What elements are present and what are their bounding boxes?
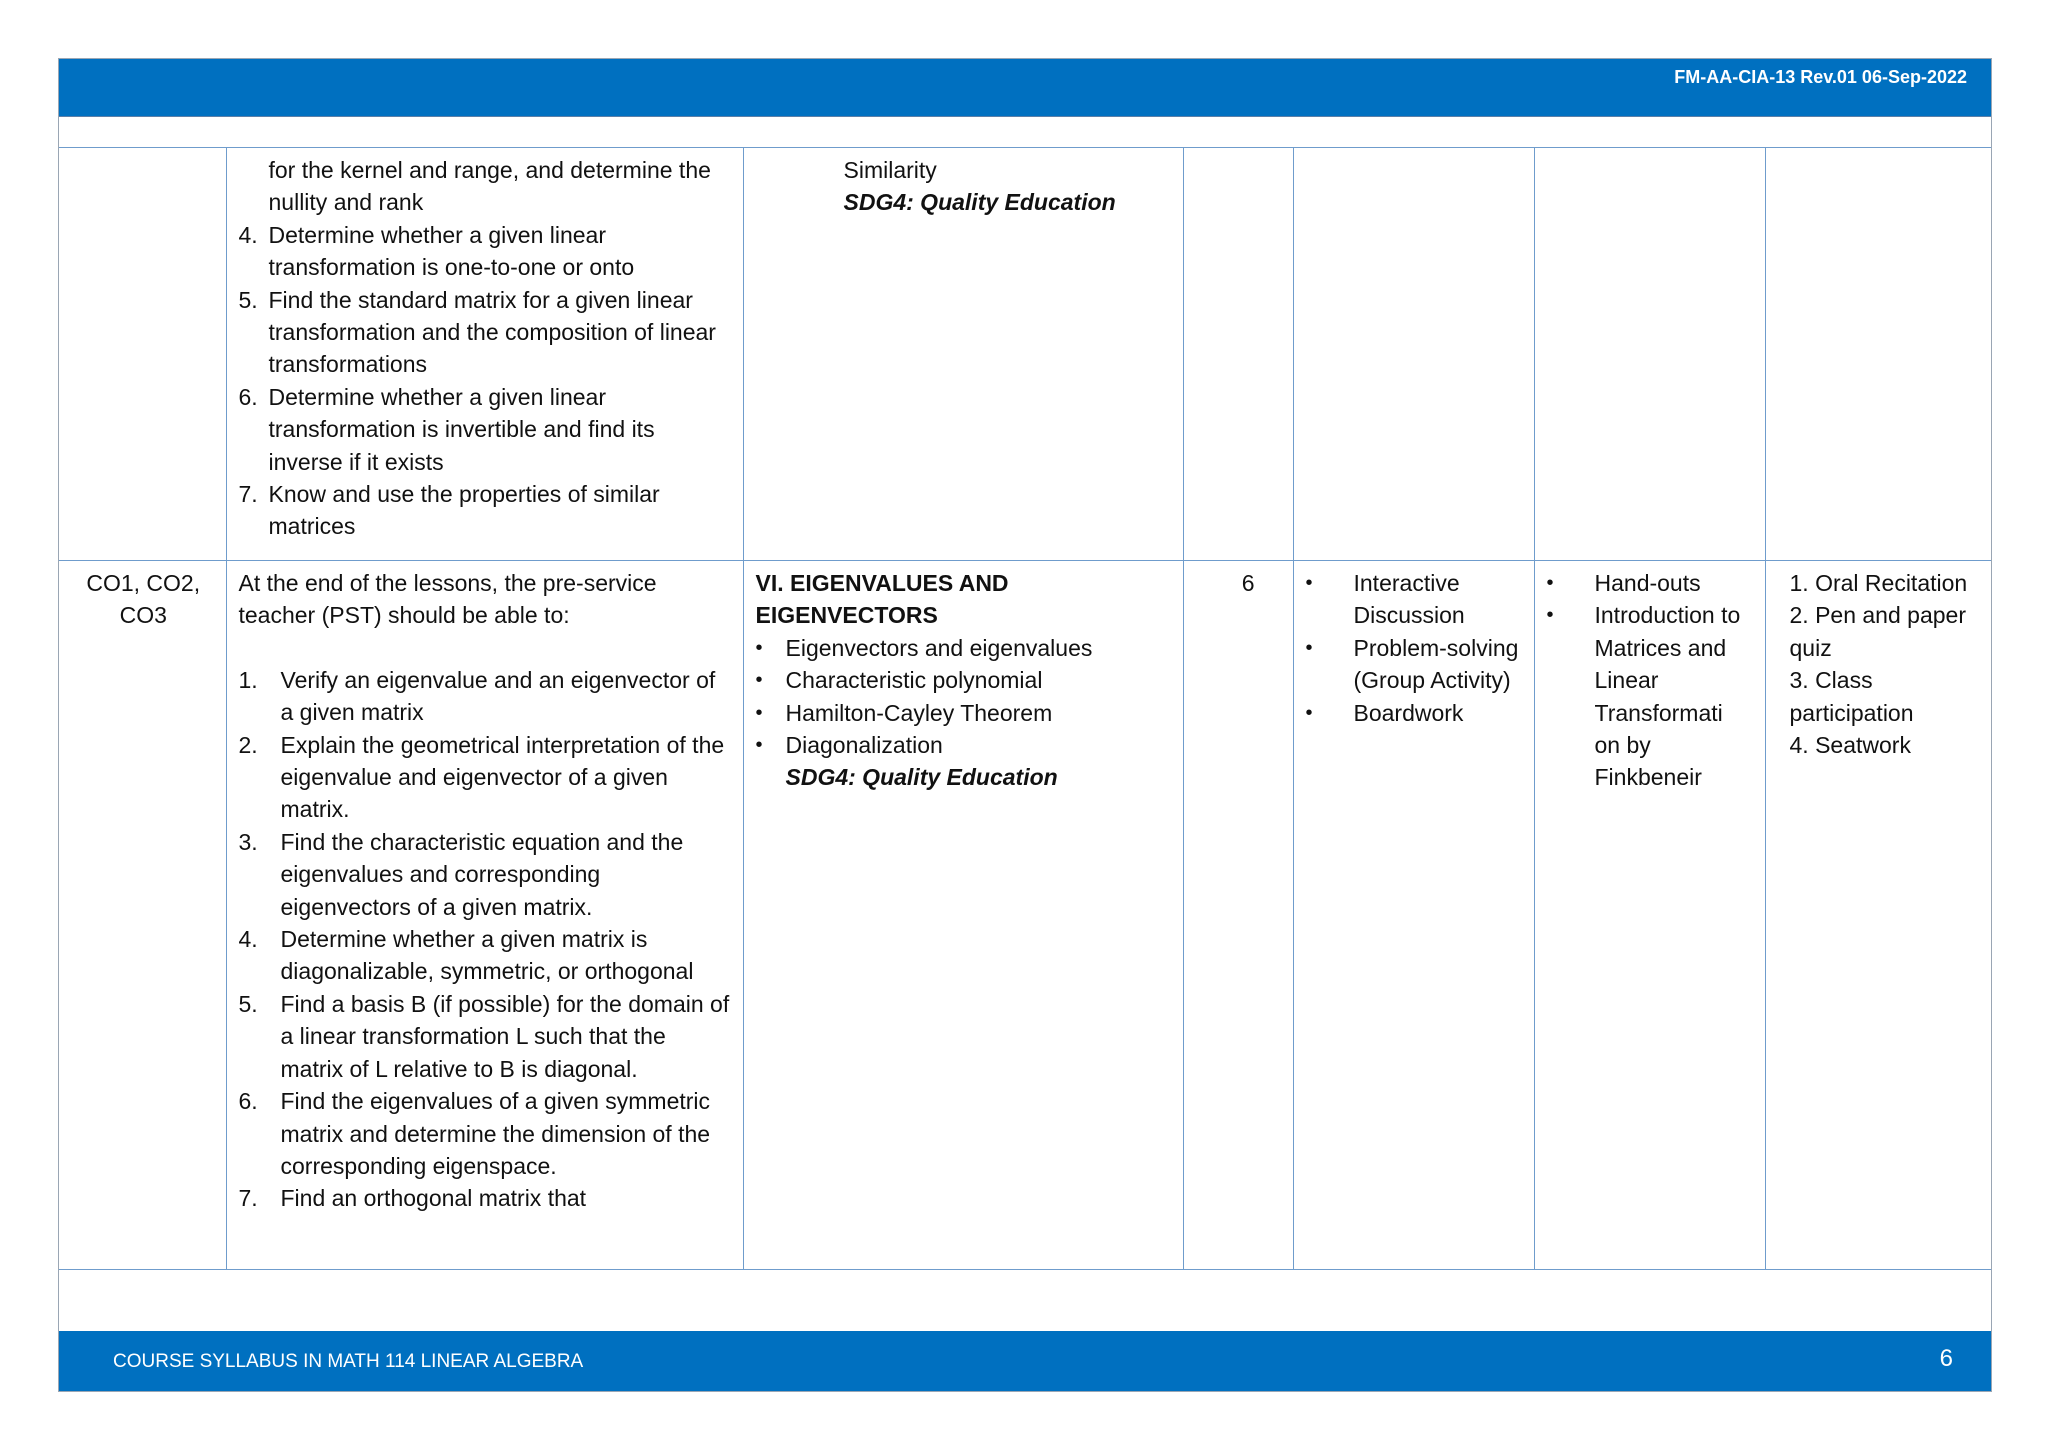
assessment-cell — [1765, 148, 1991, 561]
hours-cell — [1183, 148, 1293, 561]
list-item — [1306, 697, 1524, 729]
list-item — [239, 1182, 733, 1214]
list-item — [239, 478, 733, 543]
item-text: Find an orthogonal matrix that — [280, 1185, 587, 1212]
bullet-icon: • — [1546, 572, 1554, 594]
bullet-icon: • — [1305, 701, 1313, 724]
item-text: Diagonalization — [785, 732, 943, 759]
content-cell — [743, 561, 1183, 1270]
list-item — [239, 284, 733, 381]
topics-list — [756, 632, 1173, 762]
methods-list — [1306, 567, 1524, 729]
course-outcome-cell — [59, 148, 226, 561]
sdg-label: SDG4: Quality Education — [785, 764, 1058, 791]
resources-cell — [1534, 148, 1765, 561]
header-bar — [59, 59, 1991, 117]
list-item — [1547, 567, 1755, 599]
list-item — [1306, 632, 1524, 697]
item-text: Find the eigenvalues of a given symmetric matrix and determine the dimension of the corresponding eigenspace. — [280, 1088, 711, 1179]
list-item — [239, 381, 733, 478]
list-item — [239, 1085, 733, 1182]
item-number: 6. — [238, 1088, 258, 1115]
content-cell — [743, 148, 1183, 561]
page-number: 6 — [1939, 1345, 1953, 1372]
assessment-item: 4. Seatwork — [1789, 732, 1911, 759]
list-item — [1306, 567, 1524, 632]
list-item — [239, 219, 733, 284]
topic-title: VI. EIGENVALUES AND EIGENVECTORS — [755, 570, 1009, 629]
table-row — [59, 148, 1991, 561]
item-number: 1. — [238, 666, 258, 693]
list-item — [756, 697, 1173, 729]
item-text: Determine whether a given linear transformation is invertible and find its inverse if it exists — [268, 383, 655, 475]
methods-cell — [1293, 561, 1534, 1270]
bullet-icon: • — [1546, 604, 1554, 627]
item-text: Interactive Discussion — [1353, 570, 1465, 629]
item-text: Boardwork — [1353, 699, 1464, 726]
hours-value: 6 — [1241, 570, 1255, 596]
item-text: Hamilton-Cayley Theorem — [785, 699, 1053, 726]
bullet-icon: • — [755, 636, 763, 659]
bullet-icon: • — [1305, 572, 1313, 594]
outcomes-list — [239, 664, 733, 1215]
item-number: 6. — [238, 383, 258, 410]
item-text: Problem-solving (Group Activity) — [1353, 634, 1519, 694]
content-continuation: Similarity — [843, 157, 937, 183]
list-item — [239, 826, 733, 923]
item-text: Find a basis B (if possible) for the domain of a linear transformation L such that the matrix of L relative to B is diagonal. — [280, 990, 730, 1082]
syllabus-table — [59, 148, 1991, 1270]
item-number: 5. — [238, 990, 258, 1017]
list-item — [239, 664, 733, 729]
bullet-icon: • — [755, 734, 763, 757]
list-item — [1547, 599, 1755, 793]
assessment-item: 2. Pen and paper quiz — [1789, 602, 1966, 661]
item-text: Find the standard matrix for a given linear transformation and the composition of linear transformations — [268, 286, 716, 378]
assessment-item: 1. Oral Recitation — [1789, 570, 1968, 596]
bullet-icon: • — [755, 701, 763, 724]
learning-outcomes-cell — [226, 561, 743, 1270]
methods-cell — [1293, 148, 1534, 561]
bullet-icon: • — [755, 669, 763, 692]
hours-cell — [1183, 561, 1293, 1270]
item-number: 7. — [238, 481, 258, 508]
table-spacer-row — [59, 117, 1991, 148]
item-number: 3. — [238, 828, 258, 855]
item-text: Determine whether a given matrix is diagonalizable, symmetric, or orthogonal — [280, 926, 694, 985]
item-number: 4. — [238, 926, 258, 953]
form-code: FM-AA-CIA-13 Rev.01 06-Sep-2022 — [1674, 67, 1967, 87]
item-text: Verify an eigenvalue and an eigenvector of a given matrix — [280, 666, 716, 726]
list-item — [239, 988, 733, 1085]
outcome-continuation: for the kernel and range, and determine the nullity and rank — [268, 157, 711, 216]
outcomes-list — [239, 219, 733, 543]
assessment-list — [1790, 567, 1982, 761]
outcomes-intro: At the end of the lessons, the pre-service teacher (PST) should be able to: — [238, 570, 657, 629]
learning-outcomes-cell — [226, 148, 743, 561]
resources-list — [1547, 567, 1755, 794]
item-number: 5. — [238, 286, 258, 313]
item-number: 2. — [238, 731, 258, 758]
bullet-icon: • — [1305, 636, 1313, 659]
list-item — [756, 729, 1173, 761]
list-item — [756, 664, 1173, 696]
sdg-label: SDG4: Quality Education — [843, 189, 1116, 216]
item-text: Find the characteristic equation and the eigenvalues and corresponding eigenvectors of a given matrix. — [280, 828, 684, 920]
item-text: Hand-outs — [1594, 570, 1701, 596]
course-outcome-cell: CO1, CO2, CO3 — [59, 561, 226, 1270]
footer-bar — [59, 1331, 1991, 1391]
list-item — [239, 923, 733, 988]
item-text: Introduction to Matrices and Linear Transformati on by Finkbeneir — [1594, 602, 1741, 791]
page-frame — [58, 58, 1992, 1392]
assessment-item: 3. Class participation — [1789, 667, 1914, 726]
list-item — [239, 729, 733, 826]
resources-cell — [1534, 561, 1765, 1270]
item-text: Explain the geometrical interpretation of the eigenvalue and eigenvector of a given matrix. — [280, 731, 725, 823]
item-text: Know and use the properties of similar matrices — [268, 481, 660, 540]
assessment-cell — [1765, 561, 1991, 1270]
item-text: Characteristic polynomial — [785, 667, 1043, 694]
item-number: 4. — [238, 221, 258, 248]
item-text: Eigenvectors and eigenvalues — [785, 634, 1093, 661]
table-row — [59, 561, 1991, 1270]
item-text: Determine whether a given linear transformation is one-to-one or onto — [268, 221, 635, 281]
item-number: 7. — [238, 1185, 258, 1212]
course-title: COURSE SYLLABUS IN MATH 114 LINEAR ALGEBRA — [113, 1351, 584, 1372]
list-item — [756, 632, 1173, 664]
